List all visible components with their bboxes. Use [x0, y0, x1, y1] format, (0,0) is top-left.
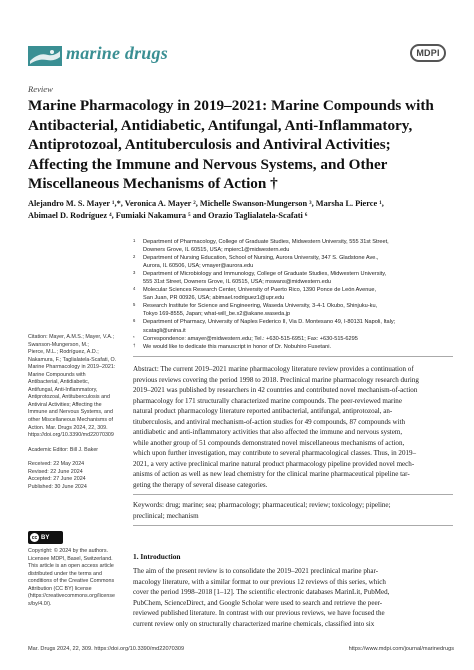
affiliation-line: Department of Pharmacy, University of Naples Federico II, Via D. Montesano 49, I-80131 Napoli, Italy;	[143, 319, 396, 326]
divider	[133, 494, 453, 495]
affiliation-line: scatagli@unina.it	[143, 327, 186, 334]
abstract-line: Abstract: The current 2019–2021 marine pharmacology literature review provides a continuation of	[133, 365, 414, 373]
copyright-line: Copyright: © 2024 by the authors.	[28, 548, 108, 554]
keywords	[133, 500, 455, 521]
citation-line: Antiprotozoal, Antituberculosis and	[28, 394, 110, 401]
copyright-line: This article is an open access article	[28, 563, 114, 570]
affiliation-number: 6	[133, 318, 136, 324]
affiliation-item	[133, 254, 453, 270]
abstract-line: natural product pharmacology literature reported antibacterial, antifungal, antiprotozoal, an-	[133, 407, 393, 416]
abstract-line: 2021, a very active preclinical marine natural product pharmacology pipeline provided novel mech-	[133, 459, 415, 468]
academic-editor: Academic Editor: Bill J. Baker	[28, 446, 99, 453]
affiliation-number: *	[133, 334, 135, 340]
affiliation-line: Correspondence: amayer@midwestern.edu; Tel.: +630-515-6951; Fax: +630-515-6295	[143, 335, 358, 342]
article-sidebar	[28, 334, 128, 491]
affiliation-item	[133, 270, 453, 286]
affiliation-number: 3	[133, 270, 136, 276]
date-line: Accepted: 27 June 2024	[28, 476, 86, 483]
date-line: Revised: 22 June 2024	[28, 468, 83, 475]
title-line: Antibacterial, Antidiabetic, Antifungal, Anti-Inflammatory,	[28, 116, 413, 134]
affiliation-number: 4	[133, 286, 136, 292]
affiliation-number: 5	[133, 302, 136, 308]
intro-line: current review only on structurally characterized marine chemicals, classified into six	[133, 619, 375, 628]
citation-line: https://doi.org/10.3390/md22070309	[28, 432, 114, 439]
affiliation-line: Aurora, IL 60506, USA; vmayer@aurora.edu	[143, 263, 254, 270]
cc-by-license-badge[interactable]	[28, 531, 63, 544]
affiliation-item	[133, 335, 453, 343]
citation-line: Citation: Mayer, A.M.S.; Mayer, V.A.;	[28, 334, 114, 340]
intro-line: cover the period 1998–2018 [1–12]. The scientific electronic databases MarinLit, PubMed,	[133, 588, 390, 597]
affiliation-line: San Juan, PR 00926, USA; abimael.rodriguez1@upr.edu	[143, 295, 285, 302]
citation-line: Antiviral Activities; Affecting the	[28, 401, 102, 408]
citation-line: other Miscellaneous Mechanisms of	[28, 417, 113, 424]
mdpi-logo[interactable]: MDPI	[410, 44, 446, 62]
affiliation-line: Research Institute for Science and Engineering, Waseda University, 3-4-1 Okubo, Shinjuku-ku,	[143, 303, 378, 310]
affiliation-item	[133, 302, 453, 318]
title-line: Miscellaneous Mechanisms of Action †	[28, 175, 278, 193]
citation-line: Immune and Nervous Systems, and	[28, 409, 113, 416]
citation-line: Marine Pharmacology in 2019–2021:	[28, 364, 116, 371]
copyright-notice	[28, 548, 128, 608]
title-line: Antiprotozoal, Antituberculosis and Antiviral Activities;	[28, 136, 391, 154]
intro-line: reviewed published literature. In contrast with our previous reviews, we have focused the	[133, 609, 385, 618]
author-line: Abimael D. Rodríguez ⁴, Fumiaki Nakamura ⁵ and Orazio Taglialatela-Scafati ⁶	[28, 210, 308, 220]
affiliation-line: Downers Grove, IL 60515, USA; mpierc1@midwestern.edu	[143, 247, 290, 254]
affiliation-line: Department of Pharmacology, College of Graduate Studies, Midwestern University, 555 31st Street,	[143, 239, 389, 245]
affiliation-line: Department of Nursing Education, School of Nursing, Aurora University, 347 S. Gladstone Ave.,	[143, 255, 379, 262]
affiliation-item	[133, 286, 453, 302]
affiliation-item	[133, 343, 453, 351]
introduction-text	[133, 566, 455, 629]
copyright-line: Attribution (CC BY) license	[28, 585, 92, 592]
abstract-line: while another group of 51 compounds demonstrated novel miscellaneous mechanisms of action,	[133, 438, 405, 447]
publication-dates	[28, 461, 128, 491]
affiliation-number: 2	[133, 254, 136, 260]
citation-line: Pierce, M.L.; Rodríguez, A.D.;	[28, 349, 99, 356]
abstract-line: anisms of action as well as new lead chemistry for the clinical marine pharmaceutical pipeline tar-	[133, 470, 410, 479]
citation-line: Nakamura, F.; Taglialatela-Scafati, O.	[28, 356, 117, 363]
abstract-line: tituberculosis, and antiviral mechanism-of-action studies for 49 compounds, 87 compounds with	[133, 417, 406, 426]
author-line: Alejandro M. S. Mayer ¹,*, Veronica A. Mayer ², Michelle Swanson-Mungerson ³, Marsha L. Pierce ¹,	[28, 199, 384, 208]
affiliations	[133, 238, 453, 351]
copyright-line: s/by/4.0/).	[28, 600, 52, 607]
intro-line: macology literature, with a similar format to our previous 12 reviews of this series, which	[133, 577, 386, 586]
citation-line: Marine Compounds with	[28, 371, 86, 378]
copyright-line: conditions of the Creative Commons	[28, 578, 115, 585]
journal-logo-icon	[28, 46, 62, 66]
affiliation-line: We would like to dedicate this manuscript in honor of Dr. Nobuhiro Fusetani.	[143, 343, 332, 350]
abstract-line: geting the therapy of several disease categories.	[133, 481, 268, 490]
citation-line: Antifungal, Anti-Inflammatory,	[28, 386, 98, 393]
cc-icon: cc	[31, 534, 38, 541]
affiliation-number: 1	[133, 238, 136, 243]
citation-line: Antibacterial, Antidiabetic,	[28, 379, 90, 386]
article-title	[28, 96, 458, 194]
title-line: Affecting the Immune and Nervous Systems, and Other	[28, 155, 388, 173]
abstract-line: which upon further investigation, may contribute to several pharmacological classes. Thus, in 2019–	[133, 449, 417, 458]
divider	[133, 525, 453, 526]
title-line: Marine Pharmacology in 2019–2021: Marine Compounds with	[28, 97, 434, 114]
affiliation-line: Department of Microbiology and Immunology, College of Graduate Studies, Midwestern University,	[143, 271, 387, 278]
keywords-line: preclinical; mechanism	[133, 511, 199, 520]
abstract-line: antidiabetic and anti-inflammatory activities that also affected the immune and nervous system,	[133, 428, 403, 437]
article-type: Review	[28, 84, 53, 94]
copyright-line: (https://creativecommons.org/license	[28, 593, 116, 600]
affiliation-line: Molecular Sciences Research Center, University of Puerto Rico, 1390 Ponce de León Avenue,	[143, 287, 377, 294]
keywords-line: Keywords: drug; marine; sea; pharmacology; pharmaceutical; review; toxicology; pipeline;	[133, 501, 391, 509]
copyright-line: distributed under the terms and	[28, 570, 102, 577]
copyright-line: Licensee MDPI, Basel, Switzerland.	[28, 555, 113, 562]
citation-block	[28, 334, 128, 440]
divider	[133, 356, 453, 357]
abstract	[133, 364, 455, 491]
footer-journal-url[interactable]: https://www.mdpi.com/journal/marinedrugs	[348, 646, 454, 652]
date-line: Published: 30 June 2024	[28, 483, 87, 490]
citation-line: Swanson-Mungerson, M.;	[28, 341, 89, 348]
citation-line: Action. Mar. Drugs 2024, 22, 309.	[28, 424, 108, 431]
abstract-line: previous reviews covering the period 1998 to 2018. Preclinical marine pharmacology research during	[133, 375, 419, 384]
affiliation-line: 555 31st Street, Downers Grove, IL 60515, USA; mswans@midwestern.edu	[143, 279, 331, 286]
date-line: Received: 22 May 2024	[28, 461, 85, 468]
affiliation-item	[133, 238, 453, 254]
affiliation-item	[133, 318, 453, 334]
journal-name[interactable]: marine drugs	[66, 43, 168, 63]
section-heading: 1. Introduction	[133, 552, 181, 561]
affiliation-line: Tokyo 169-8555, Japan; what-will_be.x2@akane.waseda.jp	[143, 311, 291, 318]
footer-citation[interactable]: Mar. Drugs 2024, 22, 309. https://doi.org/10.3390/md22070309	[28, 646, 185, 652]
author-list	[28, 198, 458, 221]
copyright-text	[28, 548, 128, 608]
cc-by-label: BY	[41, 534, 50, 541]
abstract-line: pharmacology for 171 structurally characterized marine compounds. The peer-reviewed marine	[133, 396, 402, 405]
abstract-line: 2019–2021 was published by researchers in 42 countries and contributed novel mechanism-of-action	[133, 386, 418, 395]
intro-line: PubChem, ScienceDirect, and Google Scholar were used to search and retrieve the peer-	[133, 598, 383, 607]
intro-line: The aim of the present review is to consolidate the 2019–2021 preclinical marine phar-	[133, 567, 379, 575]
affiliation-number: †	[133, 342, 136, 348]
